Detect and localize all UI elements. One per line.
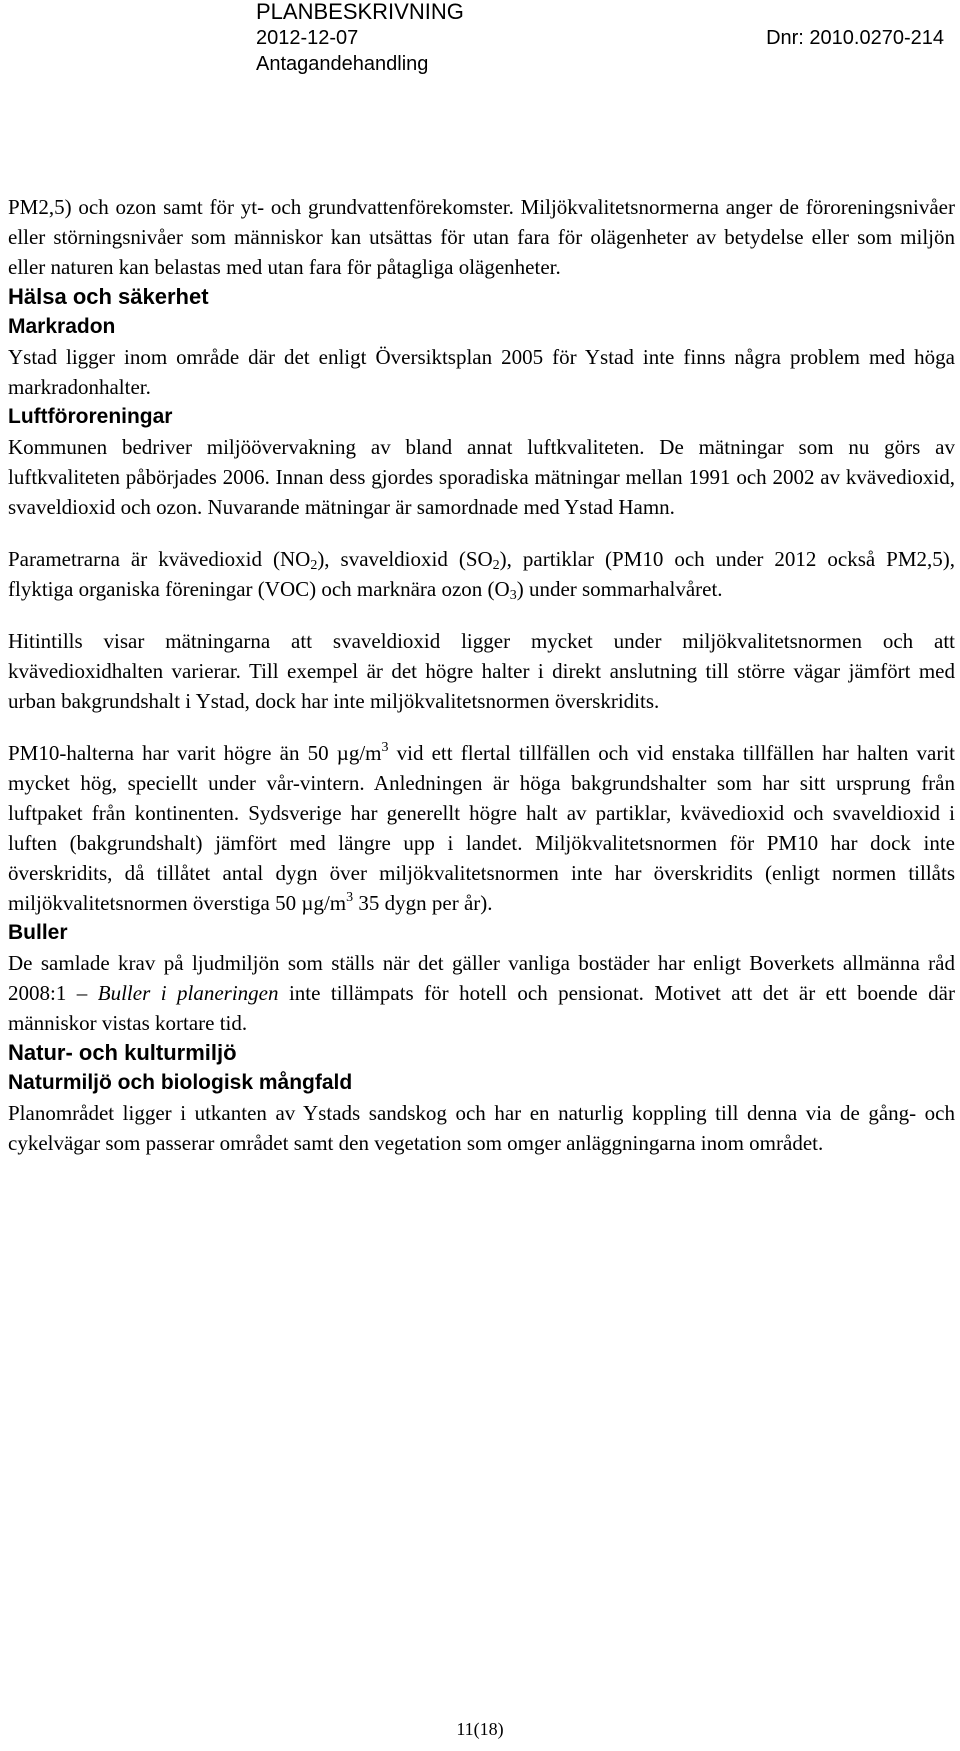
text-run: vid ett flertal tillfällen och vid enstaka tillfällen har halten varit mycket hög, speciellt under vår-vintern. Anledningen är höga bakgrundshalter som har sitt ursprung från luftpaket från kontinenten. Sydsverige har generellt högre halt av partiklar, kvävedioxid och svaveldioxid i luften (bakgrundshalt) jämfört med längre upp i landet. Miljökvalitetsnormen för PM10 har dock inte överskridits, då tillåtet antal dygn över miljökvalitetsnormen inte har överskridits (enligt normen tillåts miljökvalitetsnormen överstiga 50 µg/m [8, 741, 955, 915]
heading-natur-och-kulturmiljo: Natur- och kulturmiljö [8, 1040, 237, 1065]
paragraph-naturmiljo: Planområdet ligger i utkanten av Ystads sandskog och har en naturlig koppling till denna via de gång- och cykelvägar som passerar området samt den vegetation som omger anläggningarna inom området. [8, 1101, 955, 1155]
text-run: De samlade krav på ljudmiljön som ställs när det gäller vanliga bostäder har enligt Boverkets allmänna råd 2008:1 – [8, 951, 955, 1005]
heading-buller: Buller [8, 921, 68, 944]
document-title: PLANBESKRIVNING [256, 0, 464, 24]
italic-title: Buller i planeringen [97, 981, 279, 1005]
text-run: Parametrarna är kvävedioxid (NO [8, 547, 311, 571]
document-status: Antagandehandling [256, 53, 429, 75]
document-body [8, 192, 955, 1158]
heading-markradon: Markradon [8, 315, 116, 338]
text-run: ) under sommarhalvåret. [516, 577, 723, 601]
paragraph-pm10 [8, 738, 955, 918]
heading-luftfororeningar: Luftföroreningar [8, 405, 173, 428]
text-run: 35 dygn per år). [353, 891, 493, 915]
paragraph-markradon: Ystad ligger inom område där det enligt Översiktsplan 2005 för Ystad inte finns några problem med höga markradonhalter. [8, 345, 955, 399]
text-run: ), svaveldioxid (SO [317, 547, 493, 571]
subscript: 2 [492, 558, 500, 573]
page-number: 11(18) [456, 1719, 504, 1739]
superscript: 3 [381, 740, 389, 755]
subscript: 3 [509, 588, 517, 603]
paragraph-parametrar [8, 544, 955, 604]
subscript: 2 [310, 558, 318, 573]
superscript: 3 [346, 890, 354, 905]
paragraph-intro: PM2,5) och ozon samt för yt- och grundvattenförekomster. Miljökvalitetsnormerna anger de föroreningsnivåer eller störningsnivåer som människor kan utsättas för utan fara för olägenheter av betydelse eller som miljön eller naturen kan belastas med utan fara för påtagliga olägenheter. [8, 195, 955, 279]
document-reference-number: Dnr: 2010.0270-214 [766, 27, 944, 49]
text-run: ), partiklar (PM10 och under 2012 också PM2,5), flyktiga organiska föreningar (VOC) och marknära ozon (O [8, 547, 956, 601]
heading-halsa-och-sakerhet: Hälsa och säkerhet [8, 284, 209, 309]
document-date: 2012-12-07 [256, 27, 359, 49]
text-run: inte tillämpats för hotell och pensionat. Motivet att det är ett boende där människor vistas kortare tid. [8, 981, 955, 1035]
paragraph-hitintills: Hitintills visar mätningarna att svaveldioxid ligger mycket under miljökvalitetsnormen och att kvävedioxidhalten varierar. Till exempel är det högre halter i direkt anslutning till större vägar jämfört med urban bakgrundshalt i Ystad, dock har inte miljökvalitetsnormen överskridits. [8, 629, 955, 713]
heading-naturmiljo: Naturmiljö och biologisk mångfald [8, 1071, 353, 1094]
text-run: PM10-halterna har varit högre än 50 µg/m [8, 741, 382, 765]
paragraph-luftkvalitet: Kommunen bedriver miljöövervakning av bland annat luftkvaliteten. De mätningar som nu görs av luftkvaliteten påbörjades 2006. Innan dess gjordes sporadiska mätningar mellan 1991 och 2002 av kvävedioxid, svaveldioxid och ozon. Nuvarande mätningar är samordnade med Ystad Hamn. [8, 435, 955, 519]
paragraph-buller [8, 948, 955, 1038]
